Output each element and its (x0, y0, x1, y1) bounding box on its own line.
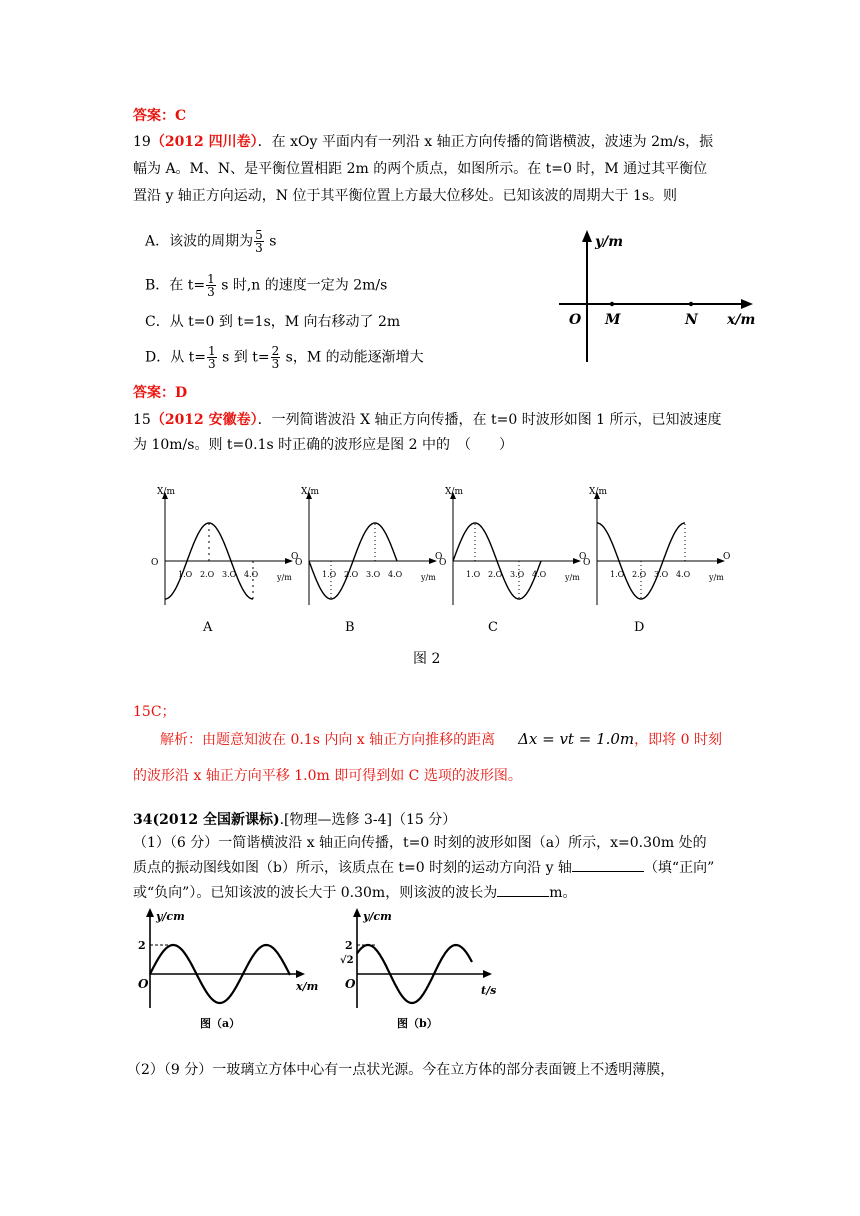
analysis-text: 解析：由题意知波在 0.1s 内向 x 轴正方向推移的距离 (160, 732, 496, 748)
q19-line2: 幅为 A。M、N、是平衡位置相距 2m 的两个质点，如图所示。在 t=0 时，M 通过其平衡位 (133, 161, 708, 177)
q34-title-rest: .[物理—选修 3-4]（15 分） (279, 812, 457, 828)
graph-label-c: C (488, 620, 498, 635)
q15-analysis-line1 (160, 730, 722, 749)
svg-text:1.O: 1.O (178, 570, 193, 579)
graph-label-b: B (345, 620, 355, 635)
option-d-text: D．从 t= (145, 349, 207, 366)
q19-text1: ．在 xOy 平面内有一列沿 x 轴正方向传播的简谐横波，波速为 2m/s，振 (257, 134, 714, 150)
svg-text:3.O: 3.O (366, 570, 381, 579)
m-label: M (605, 312, 621, 328)
p1-line2-hint: （填“正向” (643, 860, 715, 876)
fig-b-amp: 2 (345, 939, 353, 952)
q34-p2: （2）（9 分）一玻璃立方体中心有一点状光源。今在立方体的部分表面镀上不透明薄膜， (127, 1062, 675, 1078)
p1-line3-text: 或“负向”）。已知该波的波长大于 0.30m，则该波的波长为 (133, 885, 498, 901)
fraction-2-3-d: $\frac{2}{3}$ (271, 344, 280, 371)
fig-b-sqrt2: √2 (340, 955, 354, 966)
q15-text1: ．一列简谐波沿 X 轴正方向传播，在 t=0 时波形如图 1 所示，已知波速度 (257, 412, 722, 428)
option-d-mid: s 到 t= (222, 349, 270, 366)
fig-b-caption: 图（b） (397, 1017, 438, 1030)
fig-a-xlabel: x/m (296, 980, 319, 993)
fig-a-ylabel: y/cm (156, 910, 185, 923)
svg-text:3.O: 3.O (510, 570, 525, 579)
svg-text:O: O (435, 552, 443, 562)
fraction-5-3: $\frac{5}{3}$ (255, 228, 263, 255)
q19-option-b (145, 273, 387, 298)
svg-text:O: O (151, 558, 159, 568)
blank-wavelength[interactable] (497, 884, 549, 897)
svg-text:O: O (723, 552, 731, 562)
svg-text:X/m: X/m (301, 487, 319, 497)
fraction-1-3-d: $\frac{1}{3}$ (208, 344, 216, 371)
option-d-rest: s，M 的动能逐渐增大 (285, 349, 424, 366)
fig-a-amp: 2 (138, 939, 146, 952)
fig-b-origin: O (345, 977, 356, 991)
fig-b-ylabel: y/cm (363, 910, 392, 923)
option-a-unit: s (269, 233, 277, 250)
q15-wave-graphs (145, 485, 745, 610)
q34-number: 34 (133, 812, 153, 828)
q15-source: （2012 安徽卷） (150, 412, 258, 428)
answer-label-d: 答案：D (133, 385, 188, 401)
svg-text:2.O: 2.O (488, 570, 503, 579)
svg-text:1.O: 1.O (322, 570, 337, 579)
graph-b (295, 487, 442, 605)
svg-text:1.O: 1.O (466, 570, 481, 579)
svg-text:O: O (583, 558, 591, 568)
svg-text:3.O: 3.O (222, 570, 237, 579)
option-a-text: A．该波的周期为 (145, 233, 254, 250)
answer-label-c: 答案：C (133, 108, 187, 124)
svg-text:4.O: 4.O (388, 570, 403, 579)
fig-a-origin: O (138, 977, 149, 991)
svg-text:y/m: y/m (277, 573, 292, 582)
q15-analysis-line2: 的波形沿 x 轴正方向平移 1.0m 即可得到如 C 选项的波形图。 (133, 768, 522, 784)
x-axis-label: x/m (727, 312, 756, 328)
q15-number: 15 (133, 412, 151, 428)
q34-p1-line2 (133, 859, 714, 877)
q19-option-c: C．从 t=0 到 t=1s，M 向右移动了 2m (145, 314, 401, 330)
svg-text:O: O (291, 552, 299, 562)
svg-text:2.O: 2.O (632, 570, 647, 579)
figure-a (130, 908, 320, 1033)
svg-text:y/m: y/m (421, 573, 436, 582)
svg-text:4.O: 4.O (244, 570, 259, 579)
q34-p1-line3 (133, 884, 577, 902)
svg-text:4.O: 4.O (676, 570, 691, 579)
figure-2-caption: 图 2 (413, 651, 441, 667)
blank-direction[interactable] (572, 859, 644, 872)
q19-option-d (145, 345, 424, 370)
point-m (610, 302, 614, 306)
analysis-post: ，即将 0 时刻 (634, 732, 722, 748)
svg-text:y/m: y/m (709, 573, 724, 582)
q19-source: （2012 四川卷） (150, 134, 258, 150)
svg-text:O: O (579, 552, 587, 562)
analysis-formula: Δx = vt = 1.0m (518, 730, 635, 748)
q19-axes-figure (555, 228, 770, 368)
q15-answer: 15C； (133, 704, 176, 720)
q19-number: 19 (133, 134, 151, 150)
n-label: N (685, 312, 698, 328)
q15-line2: 为 10m/s。则 t=0.1s 时正确的波形应是图 2 中的 （ ） (133, 437, 513, 453)
svg-text:3.O: 3.O (654, 570, 669, 579)
point-n (689, 302, 693, 306)
svg-text:O: O (295, 558, 303, 568)
graph-d (583, 487, 730, 605)
svg-text:2.O: 2.O (344, 570, 359, 579)
p1-line2-text: 质点的振动图线如图（b）所示，该质点在 t=0 时刻的运动方向沿 y 轴 (133, 860, 572, 876)
fraction-1-3: $\frac{1}{3}$ (207, 272, 215, 299)
q19-line3: 置沿 y 轴正方向运动，N 位于其平衡位置上方最大位移处。已知该波的周期大于 1s。则 (133, 188, 678, 204)
q34-p1-line1: （1）（6 分）一简谐横波沿 x 轴正向传播，t=0 时刻的波形如图（a）所示，x=0.30m 处的 (133, 835, 707, 851)
q19-option-a (145, 229, 276, 254)
svg-text:2.O: 2.O (200, 570, 215, 579)
q34-source: (2012 全国新课标) (152, 812, 280, 828)
graph-label-d: D (634, 620, 645, 635)
svg-text:X/m: X/m (445, 487, 463, 497)
graph-label-a: A (203, 620, 213, 635)
fig-a-caption: 图（a） (200, 1017, 241, 1030)
svg-text:X/m: X/m (157, 487, 175, 497)
figure-b (337, 908, 497, 1033)
svg-text:X/m: X/m (589, 487, 607, 497)
q19-line1 (133, 133, 713, 151)
option-b-rest: s 时,n 的速度一定为 2m/s (221, 277, 388, 294)
svg-text:y/m: y/m (565, 573, 580, 582)
fig-b-xlabel: t/s (481, 984, 497, 997)
graph-c (439, 487, 586, 605)
y-axis-label: y/m (595, 234, 624, 250)
svg-text:4.O: 4.O (532, 570, 547, 579)
option-b-text: B．在 t= (145, 277, 206, 294)
svg-text:1.O: 1.O (610, 570, 625, 579)
p1-line3-unit: m。 (549, 885, 577, 901)
q15-line1 (133, 411, 722, 429)
q34-title (133, 811, 456, 829)
graph-a (151, 487, 298, 605)
origin-label: O (569, 312, 582, 328)
svg-text:O: O (439, 558, 447, 568)
